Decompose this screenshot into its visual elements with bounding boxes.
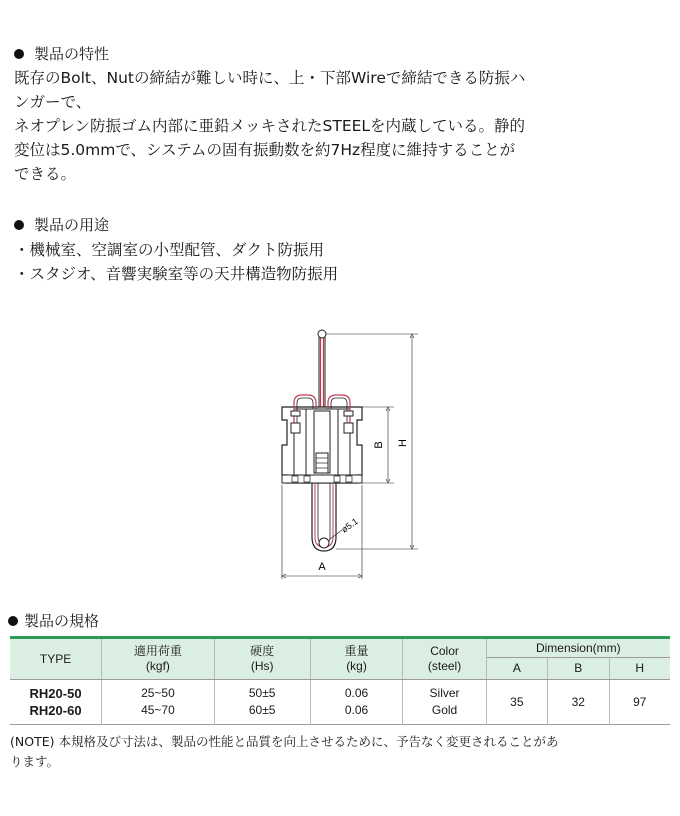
cell-dim-b: 32 bbox=[548, 680, 609, 725]
header-load: 適用荷重 (kgf) bbox=[102, 638, 215, 680]
cell-color: Gold bbox=[403, 702, 486, 725]
spec-title: 製品の規格 bbox=[24, 612, 100, 630]
header-hardness: 硬度 (Hs) bbox=[214, 638, 310, 680]
cell-color: Silver bbox=[403, 680, 486, 703]
dim-label-b: B bbox=[373, 441, 385, 449]
bullet-icon bbox=[8, 616, 18, 626]
header-weight: 重量 (kg) bbox=[310, 638, 403, 680]
dim-label-a: A bbox=[318, 561, 326, 573]
cell-dim-a: 35 bbox=[486, 680, 547, 725]
cell-dim-h: 97 bbox=[609, 680, 670, 725]
spec-heading bbox=[8, 610, 99, 631]
cell-hardness: 60±5 bbox=[214, 702, 310, 725]
note-line: ります。 bbox=[10, 754, 60, 769]
uses-item: ・スタジオ、音響実験室等の天井構造物防振用 bbox=[14, 265, 339, 283]
header-type: TYPE bbox=[10, 638, 102, 680]
cell-type: RH20-50 bbox=[10, 680, 102, 703]
features-heading bbox=[14, 43, 109, 64]
features-text bbox=[14, 66, 594, 186]
header-dim-b: B bbox=[548, 658, 609, 680]
cell-type: RH20-60 bbox=[10, 702, 102, 725]
header-color: Color (steel) bbox=[403, 638, 486, 680]
features-line: できる。 bbox=[14, 165, 77, 183]
features-line: 既存のBolt、Nutの締結が難しい時に、上・下部Wireで締結できる防振ハ bbox=[14, 69, 526, 87]
uses-item: ・機械室、空調室の小型配管、ダクト防振用 bbox=[14, 241, 325, 259]
bullet-icon bbox=[14, 220, 24, 230]
features-line: 変位は5.0mmで、システムの固有振動数を約7Hz程度に維持することが bbox=[14, 141, 516, 159]
header-dim-a: A bbox=[486, 658, 547, 680]
features-line: ンガーで、 bbox=[14, 93, 92, 111]
cell-load: 45~70 bbox=[102, 702, 215, 725]
cell-load: 25~50 bbox=[102, 680, 215, 703]
dim-label-h: H bbox=[397, 439, 409, 447]
uses-list bbox=[14, 238, 594, 286]
cell-weight: 0.06 bbox=[310, 702, 403, 725]
cell-hardness: 50±5 bbox=[214, 680, 310, 703]
dim-label-diameter: ø5.1 bbox=[339, 516, 360, 535]
features-line: ネオプレン防振ゴム内部に亜鉛メッキされたSTEELを内蔵している。静的 bbox=[14, 117, 526, 135]
bullet-icon bbox=[14, 49, 24, 59]
header-dimension: Dimension(mm) bbox=[486, 638, 670, 658]
header-dim-h: H bbox=[609, 658, 670, 680]
cell-weight: 0.06 bbox=[310, 680, 403, 703]
note-line: (NOTE) 本規格及び寸法は、製品の性能と品質を向上させるために、予告なく変更されることがあ bbox=[10, 734, 559, 749]
table-row bbox=[10, 680, 670, 703]
uses-title: 製品の用途 bbox=[34, 216, 110, 234]
note-text bbox=[10, 732, 558, 772]
features-title: 製品の特性 bbox=[34, 45, 110, 63]
uses-heading bbox=[14, 214, 109, 235]
hanger-drawing bbox=[270, 325, 430, 585]
spec-table bbox=[10, 636, 670, 725]
